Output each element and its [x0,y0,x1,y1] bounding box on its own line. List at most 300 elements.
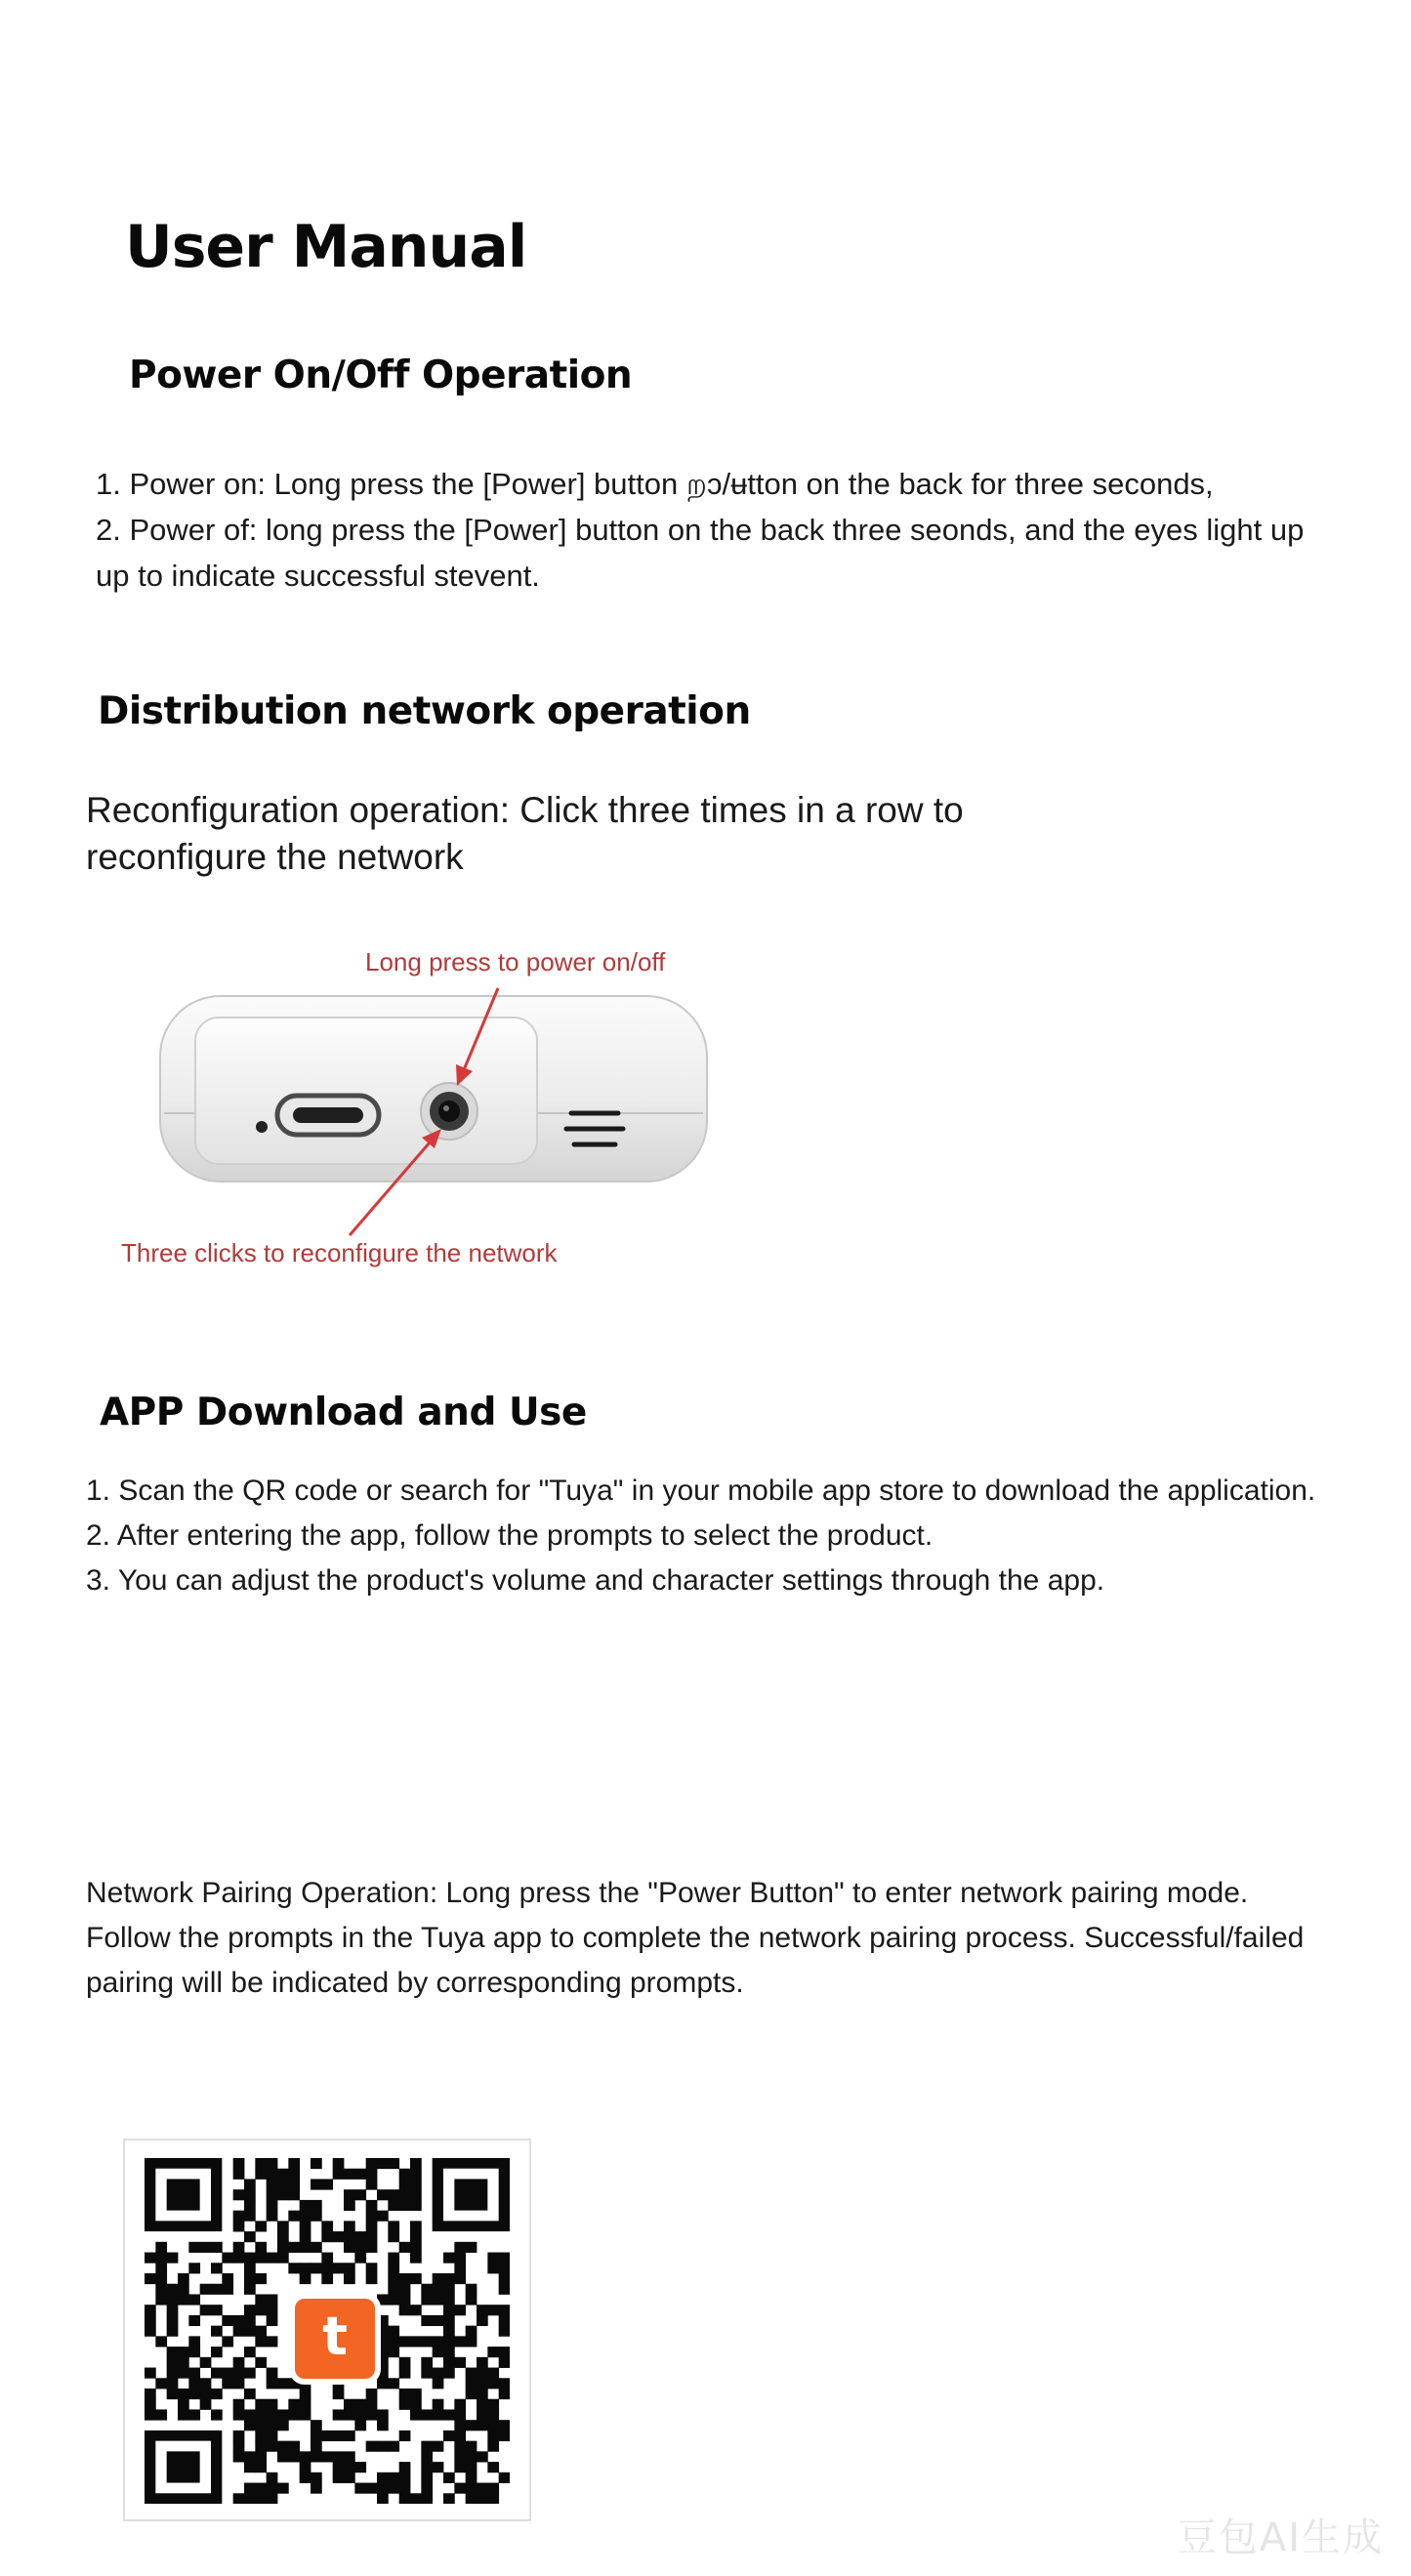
qr-module [277,2231,289,2242]
pairing-line-2: Follow the prompts in the Tuya app to complete the network pairing process. Successful/failed [86,1922,1305,1954]
qr-module [145,2305,156,2315]
qr-module [267,2179,278,2189]
qr-module [211,2409,223,2420]
qr-module [487,2420,499,2431]
qr-module [145,2409,156,2420]
qr-module [454,2409,466,2420]
qr-module [388,2472,399,2483]
qr-module [288,2399,300,2410]
qr-module [499,2472,510,2483]
qr-module [377,2189,389,2200]
qr-module [321,2263,333,2273]
qr-module [466,2336,477,2347]
qr-module [188,2389,200,2399]
qr-module [344,2472,355,2483]
qr-module [244,2305,256,2315]
qr-module [200,2399,212,2410]
qr-module [421,2462,433,2472]
qr-module [178,2347,189,2357]
qr-module [311,2483,322,2494]
qr-module [477,2305,488,2315]
qr-module [366,2389,378,2399]
qr-module [233,2441,245,2452]
qr-module [487,2462,499,2472]
qr-module [233,2431,245,2441]
qr-module [267,2368,278,2379]
qr-module [300,2263,311,2273]
qr-module [244,2483,256,2494]
qr-module [333,2409,345,2420]
qr-module [399,2389,411,2399]
qr-module [388,2326,399,2337]
qr-module [288,2211,300,2222]
qr-module [233,2158,245,2169]
qr-module [288,2179,300,2189]
power-section-heading: Power On/Off Operation [129,353,633,397]
qr-module [255,2409,267,2420]
qr-module [410,2158,422,2169]
qr-module [188,2315,200,2326]
qr-module [155,2242,167,2253]
qr-module [244,2179,256,2189]
qr-module [167,2347,179,2357]
qr-module [311,2441,322,2452]
power-instructions [96,461,1304,599]
qr-module [433,2294,444,2305]
qr-module [222,2315,233,2326]
qr-module [277,2189,289,2200]
qr-module [377,2158,389,2169]
qr-module [211,2368,223,2379]
qr-module [388,2294,399,2305]
qr-module [410,2336,422,2347]
qr-module [421,2409,433,2420]
qr-module [399,2284,411,2295]
qr-module [487,2378,499,2389]
app-step-3: 3. You can adjust the product's volume and character settings through the app. [86,1564,1105,1597]
qr-module [454,2441,466,2452]
page-title: User Manual [125,213,527,281]
qr-finder-inner [167,2179,200,2210]
qr-module [399,2368,411,2379]
qr-module [145,2315,156,2326]
qr-module [267,2200,278,2211]
qr-module [388,2158,399,2169]
qr-module [388,2189,399,2200]
qr-module [443,2409,455,2420]
qr-module [145,2389,156,2399]
qr-module [377,2409,389,2420]
qr-module [188,2263,200,2273]
qr-module [499,2347,510,2357]
qr-module [321,2179,333,2189]
qr-module [487,2493,499,2504]
qr-module [267,2431,278,2441]
qr-module [344,2399,355,2410]
qr-module [344,2221,355,2231]
qr-module [466,2326,477,2337]
pairing-line-3: pairing will be indicated by corresponding prompts. [86,1967,744,1999]
qr-module [200,2284,212,2295]
app-instructions [86,1469,1315,1603]
qr-module [211,2263,223,2273]
qr-module [454,2336,466,2347]
qr-module [211,2242,223,2253]
qr-module [267,2472,278,2483]
qr-module [255,2493,267,2504]
qr-module [354,2399,366,2410]
qr-module [145,2326,156,2337]
qr-module [487,2305,499,2315]
qr-module [244,2273,256,2284]
qr-module [477,2493,488,2504]
qr-module [410,2305,422,2315]
qr-module [155,2378,167,2389]
app-section-heading: APP Download and Use [100,1391,587,1434]
qr-module [454,2462,466,2472]
qr-module [288,2189,300,2200]
qr-module [388,2284,399,2295]
qr-module [188,2368,200,2379]
qr-module [277,2483,289,2494]
qr-module [155,2253,167,2264]
qr-module [344,2263,355,2273]
network-pairing-instructions [86,1871,1304,2006]
qr-module [267,2189,278,2200]
qr-module [167,2378,179,2389]
qr-module [222,2273,233,2284]
qr-module [333,2158,345,2169]
qr-module [277,2169,289,2180]
qr-module [388,2347,399,2357]
qr-module [233,2399,245,2410]
qr-module [300,2389,311,2399]
qr-module [487,2399,499,2410]
qr-module [267,2253,278,2264]
app-step-1: 1. Scan the QR code or search for "Tuya" in your mobile app store to download the application. [86,1475,1316,1507]
qr-module [300,2462,311,2472]
qr-module [366,2263,378,2273]
qr-module [487,2253,499,2264]
qr-module [188,2409,200,2420]
qr-module [233,2221,245,2231]
qr-module [433,2441,444,2452]
qr-module [477,2451,488,2462]
qr-module [477,2315,488,2326]
qr-module [277,2179,289,2189]
reconfiguration-line-1: Reconfiguration operation: Click three times in a row to [86,790,964,830]
qr-module [410,2169,422,2180]
qr-module [255,2273,267,2284]
qr-module [267,2409,278,2420]
qr-module [267,2399,278,2410]
qr-module [244,2263,256,2273]
qr-module [366,2169,378,2180]
qr-finder-inner [167,2451,200,2482]
qr-module [167,2389,179,2399]
qr-module [399,2179,411,2189]
qr-module [366,2409,378,2420]
qr-module [454,2242,466,2253]
qr-module [454,2420,466,2431]
qr-module [267,2294,278,2305]
qr-module [499,2273,510,2284]
qr-module [167,2315,179,2326]
qr-module [454,2451,466,2462]
qr-module [421,2336,433,2347]
qr-module [233,2242,245,2253]
qr-module [443,2336,455,2347]
qr-module [354,2169,366,2180]
qr-module [300,2273,311,2284]
qr-module [433,2462,444,2472]
qr-module [377,2378,389,2389]
qr-module [421,2493,433,2504]
qr-module [443,2253,455,2264]
qr-module [399,2200,411,2211]
qr-module [443,2347,455,2357]
qr-module [233,2493,245,2504]
qr-module [155,2284,167,2295]
qr-module [487,2409,499,2420]
qr-module [399,2472,411,2483]
qr-module [399,2242,411,2253]
qr-module [366,2211,378,2222]
qr-module [466,2294,477,2305]
qr-module [200,2378,212,2389]
qr-module [311,2420,322,2431]
reconfiguration-text [86,787,964,881]
qr-module [454,2431,466,2441]
qr-module [167,2368,179,2379]
qr-module [145,2273,156,2284]
qr-module [466,2284,477,2295]
qr-module [333,2462,345,2472]
qr-module [188,2242,200,2253]
qr-module [233,2409,245,2420]
qr-module [267,2441,278,2452]
qr-module [277,2420,289,2431]
qr-module [354,2462,366,2472]
qr-module [222,2253,233,2264]
qr-module [288,2451,300,2462]
qr-module [155,2263,167,2273]
qr-module [454,2263,466,2273]
qr-module [167,2284,179,2295]
tuya-logo-glyph: t [322,2306,348,2367]
qr-module [388,2483,399,2494]
qr-module [333,2451,345,2462]
qr-module [377,2483,389,2494]
qr-module [421,2451,433,2462]
qr-module [466,2389,477,2399]
qr-module [188,2294,200,2305]
qr-module [388,2441,399,2452]
qr-module [499,2284,510,2295]
qr-module [487,2347,499,2357]
qr-module [443,2284,455,2295]
qr-module [244,2420,256,2431]
qr-module [300,2231,311,2242]
qr-module [311,2472,322,2483]
qr-module [433,2378,444,2389]
qr-module [155,2409,167,2420]
qr-module [288,2242,300,2253]
qr-module [267,2169,278,2180]
qr-module [388,2231,399,2242]
qr-module [255,2305,267,2315]
qr-module [178,2409,189,2420]
qr-module [410,2273,422,2284]
qr-module [399,2431,411,2441]
qr-module [255,2462,267,2472]
qr-module [377,2441,389,2452]
qr-module [410,2200,422,2211]
qr-module [499,2389,510,2399]
qr-module [344,2273,355,2284]
qr-module [466,2420,477,2431]
qr-module [277,2221,289,2231]
qr-module [466,2242,477,2253]
qr-module [244,2347,256,2357]
qr-module [477,2399,488,2410]
qr-module [244,2231,256,2242]
qr-module [344,2231,355,2242]
qr-module [222,2284,233,2295]
qr-module [211,2326,223,2337]
qr-module [321,2451,333,2462]
qr-module [499,2431,510,2441]
qr-module [499,2253,510,2264]
qr-module [300,2472,311,2483]
qr-module [311,2179,322,2189]
qr-module [366,2158,378,2169]
qr-module [244,2200,256,2211]
qr-module [167,2253,179,2264]
qr-module [145,2253,156,2264]
qr-module [255,2441,267,2452]
qr-module [354,2420,366,2431]
qr-module [288,2158,300,2169]
qr-module [178,2368,189,2379]
qr-module [410,2389,422,2399]
qr-module [233,2253,245,2264]
qr-module [188,2378,200,2389]
qr-module [178,2389,189,2399]
qr-module [233,2451,245,2462]
qr-module [178,2357,189,2368]
qr-module [255,2169,267,2180]
qr-module [288,2169,300,2180]
qr-module [233,2378,245,2389]
qr-module [377,2211,389,2222]
qr-module [410,2493,422,2504]
qr-module [399,2169,411,2180]
qr-module [433,2368,444,2379]
qr-module [267,2158,278,2169]
qr-module [311,2451,322,2462]
qr-module [267,2305,278,2315]
qr-module [255,2221,267,2231]
qr-module [499,2263,510,2273]
qr-module [377,2472,389,2483]
qr-module [388,2253,399,2264]
qr-module [377,2493,389,2504]
qr-module [443,2357,455,2368]
qr-module [443,2305,455,2315]
qr-module [433,2399,444,2410]
qr-module [354,2483,366,2494]
qr-module [188,2336,200,2347]
qr-module [344,2169,355,2180]
qr-module [255,2336,267,2347]
qr-module [443,2472,455,2483]
qr-module [178,2294,189,2305]
qr-module [344,2462,355,2472]
qr-module [344,2451,355,2462]
qr-module [167,2326,179,2337]
qr-module [421,2483,433,2494]
qr-module [300,2242,311,2253]
qr-module [200,2357,212,2368]
qr-module [255,2158,267,2169]
qr-module [200,2389,212,2399]
qr-module [366,2273,378,2284]
qr-module [399,2336,411,2347]
qr-module [410,2179,422,2189]
qr-module [178,2399,189,2410]
qr-module [477,2368,488,2379]
qr-module [477,2483,488,2494]
qr-module [321,2431,333,2441]
qr-module [255,2483,267,2494]
qr-module [499,2326,510,2337]
qr-module [499,2315,510,2326]
qr-module [277,2409,289,2420]
qr-module [311,2158,322,2169]
qr-module [433,2409,444,2420]
qr-module [433,2347,444,2357]
qr-module [167,2294,179,2305]
qr-module [244,2284,256,2295]
qr-module [288,2263,300,2273]
qr-module [399,2483,411,2494]
qr-module [344,2189,355,2200]
qr-module [333,2472,345,2483]
qr-module [167,2357,179,2368]
qr-module [333,2231,345,2242]
qr-module [311,2200,322,2211]
qr-module [466,2368,477,2379]
qr-module [399,2305,411,2315]
qr-module [399,2273,411,2284]
qr-module [433,2284,444,2295]
qr-module [410,2189,422,2200]
qr-module [443,2326,455,2337]
qr-module [300,2200,311,2211]
qr-finder-inner [454,2179,487,2210]
qr-module [477,2378,488,2389]
qr-module [410,2231,422,2242]
qr-module [244,2189,256,2200]
qr-module [211,2389,223,2399]
qr-module [211,2305,223,2315]
qr-module [477,2389,488,2399]
qr-module [366,2200,378,2211]
qr-module [321,2231,333,2242]
qr-module [410,2221,422,2231]
qr-module [333,2389,345,2399]
